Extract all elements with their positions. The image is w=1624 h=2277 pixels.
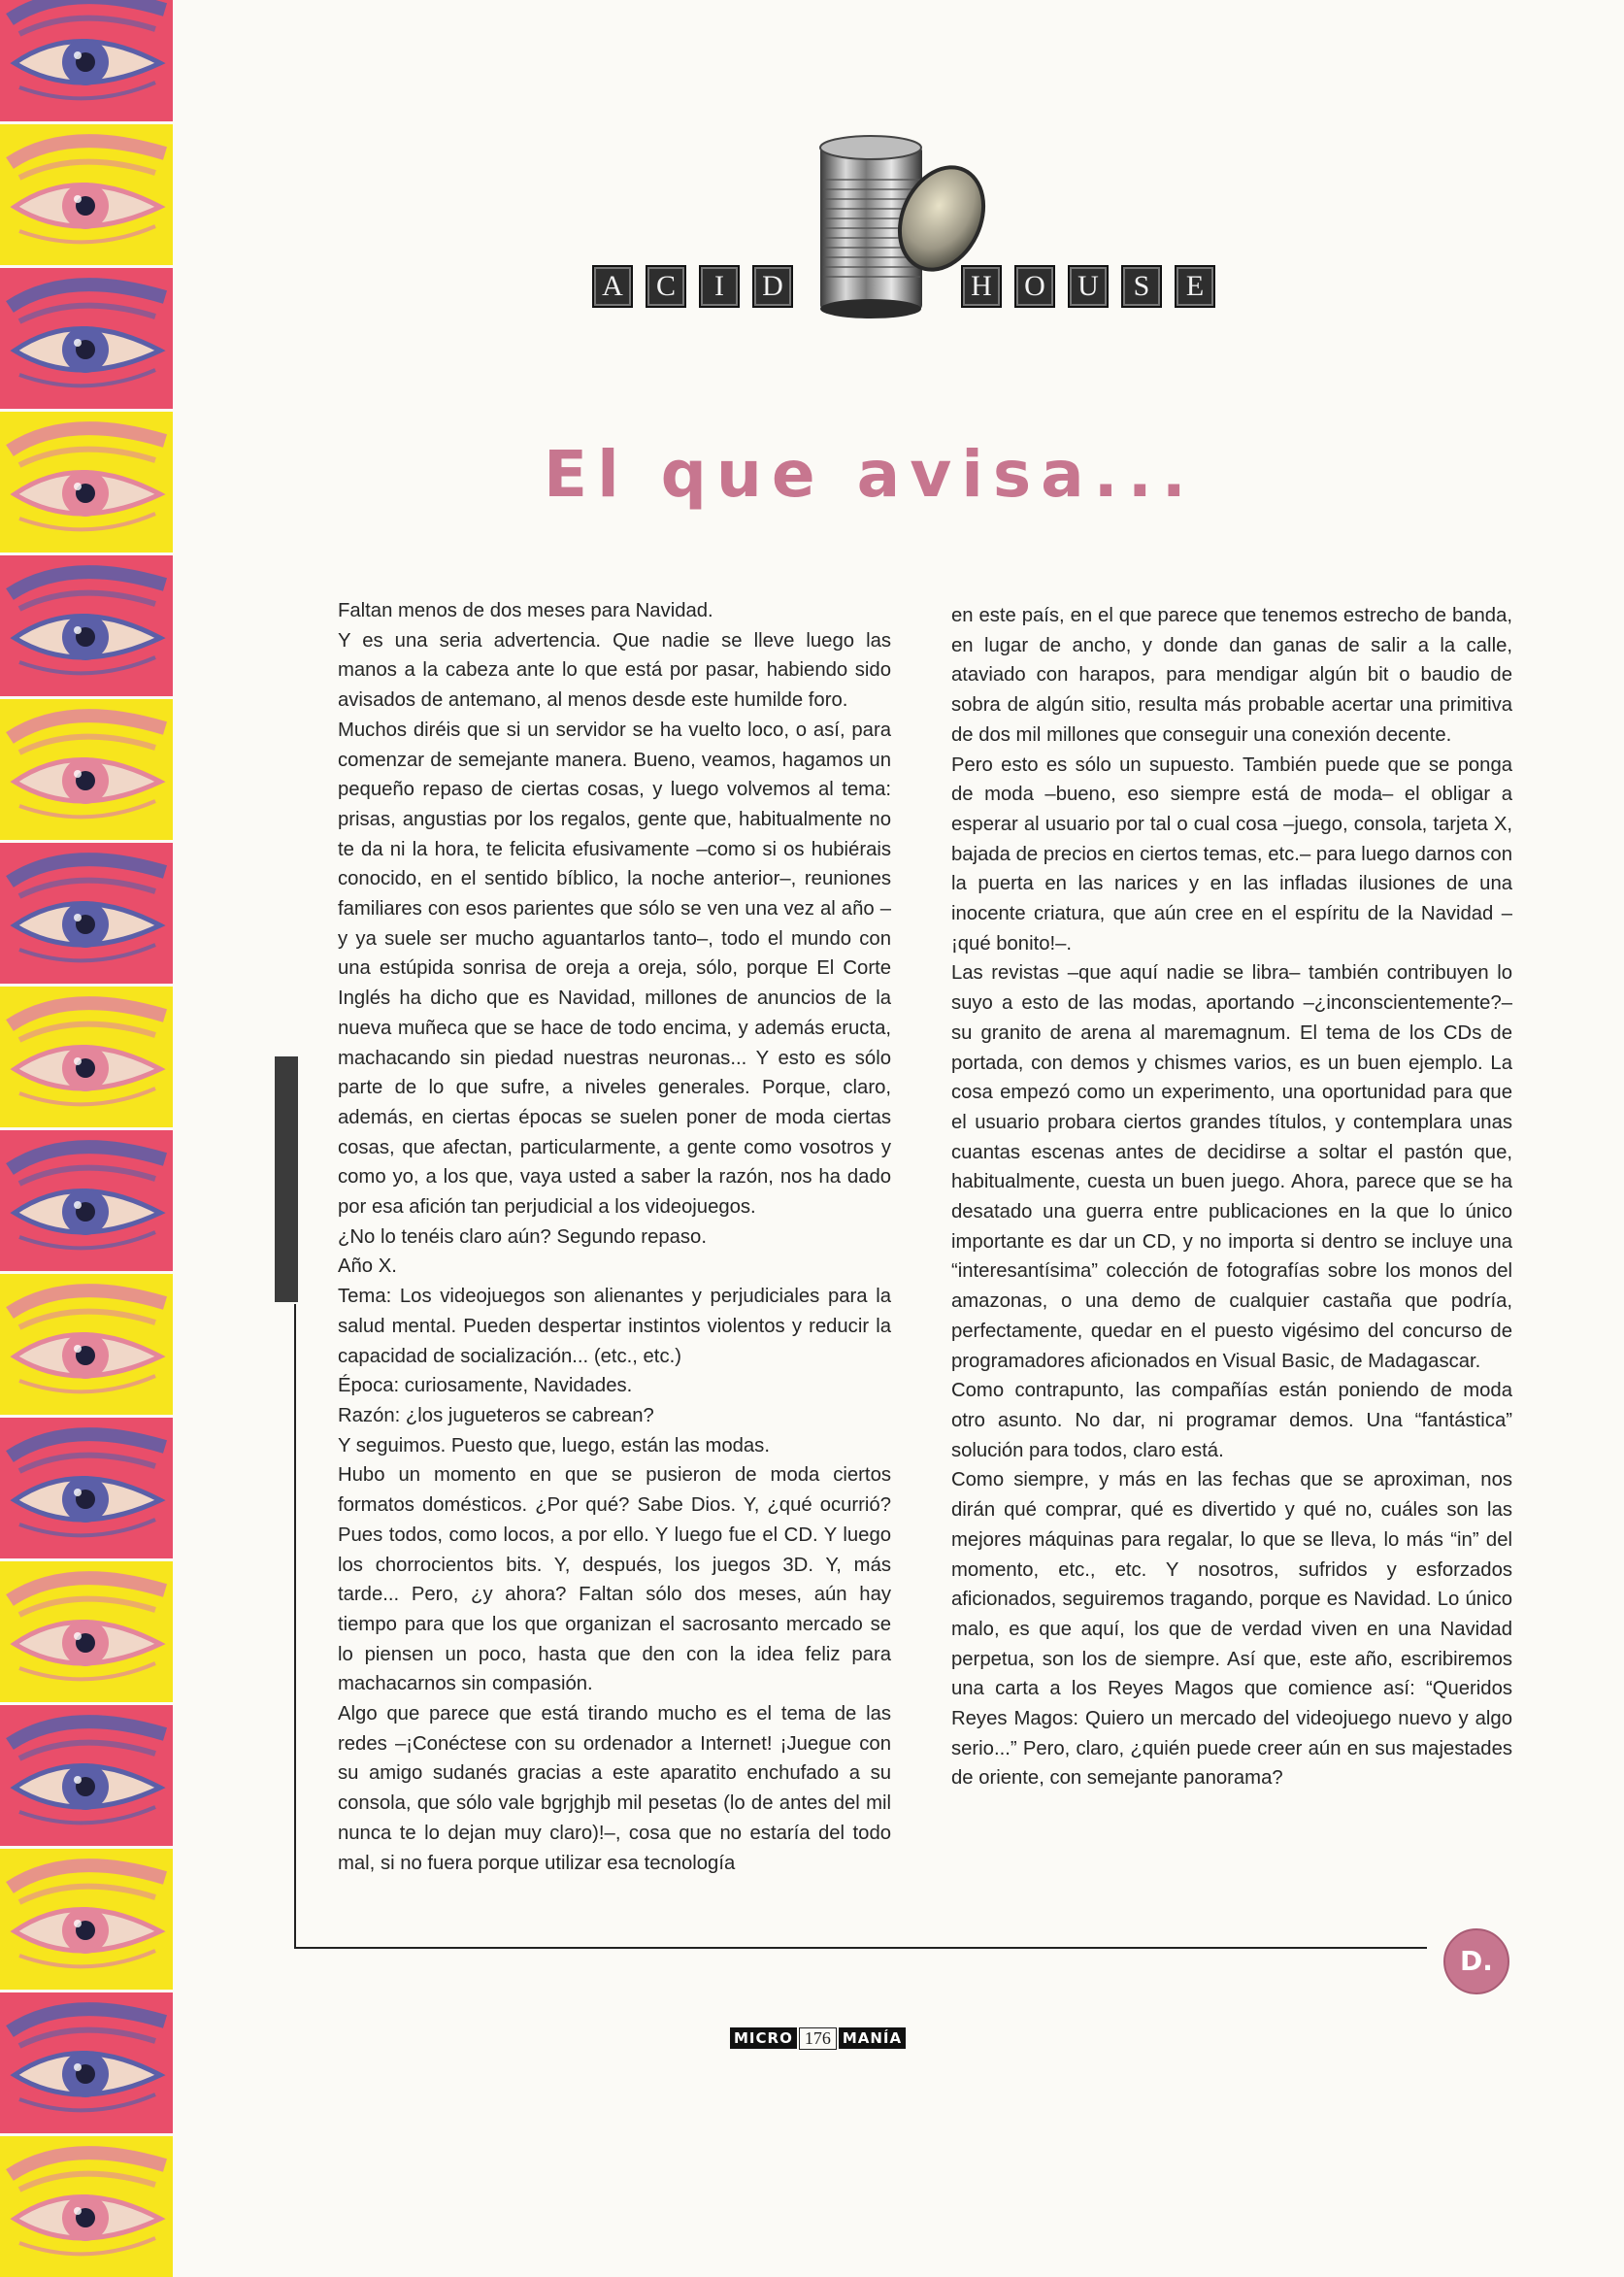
page-number: 176 [799,2027,837,2050]
paragraph: Como siempre, y más en las fechas que se aproximan, nos dirán qué comprar, qué es divertido y qué no, cuáles son las mejores máquinas para regalar, lo que se lleva, lo más “in” del momento, etc., etc. Y nosotros, sufridos y esforzados aficionados, seguiremos tragando, porque es Navidad. Lo único malo, es que aquí, los que de verdad viven en una Navidad perpetua, son los de siempre. Así que, este año, escribiremos una carta a los Reyes Magos que comience así: “Queridos Reyes Magos: Quiero un mercado del videojuego nuevo y algo serio...” Pero, claro, ¿quién puede creer aún en sus majestades de oriente, con semejante panorama? [951,1469,1512,1790]
eye-tile [0,1561,173,1702]
header-letter: A [594,267,631,306]
page-footer [730,2026,906,2051]
paragraph: Algo que parece que está tirando mucho es el tema de las redes –¡Conéctese con su ordenador a Internet! ¡Juegue con su amigo sudanés gracias a este aparatito enchufado a su consola, que sólo vale bgrjghjb mil pesetas (lo de antes del mil nunca te lo dejan muy claro)!–, cosa que no estaría del todo mal, si no fuera porque utilizar esa tecnología [338,1703,891,1874]
header-letter: U [1070,267,1107,306]
eye-tile [0,268,173,409]
decorative-bar [275,1056,298,1302]
eye-icon [0,987,173,1127]
eye-tile [0,1992,173,2133]
eye-icon [0,2136,173,2277]
eye-tile [0,2136,173,2277]
eye-icon [0,1992,173,2133]
paragraph: Hubo un momento en que se pusieron de moda ciertos formatos domésticos. ¿Por qué? Sabe Dios. Y, ¿qué ocurrió? Pues todos, como locos, a por ello. Y luego fue el CD. Y luego los chorrocientos bits. Y, después, los juegos 3D. Y, más tarde... Pero, ¿y ahora? Faltan sólo dos meses, aún hay tiempo para que los que organizan el sacrosanto mercado se lo piensen un poco, hasta que den con la idea feliz para machacarnos sin compasión. [338,1464,891,1695]
eye-tile [0,412,173,553]
header-letter: S [1123,267,1160,306]
eye-tile [0,1418,173,1558]
paragraph: Como contrapunto, las compañías están poniendo de moda otro asunto. No dar, ni programar demos. Una “fantástica” solución para todos, claro está. [951,1380,1512,1461]
eye-tile [0,1849,173,1990]
eye-tile [0,699,173,840]
paragraph: Faltan menos de dos meses para Navidad. [338,600,713,621]
right-column [951,601,1512,1793]
paragraph: Época: curiosamente, Navidades. [338,1375,633,1397]
paragraph: Y seguimos. Puesto que, luego, están las modas. [338,1434,770,1457]
frame-line [294,1304,296,1947]
footer-logo-micro: MICRO [730,2027,797,2049]
eye-tile [0,1705,173,1846]
paragraph: Año X. [338,1256,397,1278]
eye-icon [0,1418,173,1558]
footer-logo-mania: MANÍA [839,2027,906,2049]
header-letter: C [647,267,684,306]
eye-tile [0,1130,173,1271]
eye-icon [0,1849,173,1990]
eye-icon [0,0,173,121]
paragraph: en este país, en el que parece que tenemos estrecho de banda, en lugar de ancho, y donde dan ganas de salir a la calle, ataviado con harapos, para mendigar algún bit o baudio de sobra de algún sitio, resulta más probable acertar una primitiva de dos mil millones que conseguir una conexión decente. [951,605,1512,746]
acid-house-header [582,126,1252,340]
header-letter: I [701,267,738,306]
eye-icon [0,1130,173,1271]
header-letter: O [1016,267,1053,306]
header-letter: D [754,267,791,306]
eye-icon [0,699,173,840]
eye-icon [0,843,173,984]
eye-icon [0,412,173,553]
header-letter: H [963,267,1000,306]
paragraph: Pero esto es sólo un supuesto. También puede que se ponga de moda –bueno, eso siempre está de moda– el obligar a esperar al usuario por tal o cual cosa –juego, consola, tarjeta X, bajada de precios en ciertos temas, etc.– para luego darnos con la puerta en las narices y en las infladas ilusiones de una inocente criatura, que aún cree en el espíritu de la Navidad –¡qué bonito!–. [951,753,1512,954]
eye-icon [0,1561,173,1702]
frame-line [294,1947,1427,1949]
eye-tile [0,0,173,121]
eye-tile [0,987,173,1127]
header-letter: E [1177,267,1213,306]
paragraph: Las revistas –que aquí nadie se libra– también contribuyen lo suyo a esto de las modas, aportando –¿inconscientemente?– su granito de arena al maremagnum. El tema de los CDs de portada, con demos y chismes varios, es un buen ejemplo. La cosa empezó como un experimento, una oportunidad para que el usuario probara ciertos grandes títulos, y contemplara unas cuantas escenas antes de decidirse a soltar el pastón que, habitualmente, cuesta un buen juego. Ahora, parece que se ha desatado una guerra entre publicaciones en la que lo único importante es dar un CD, y no importa si dentro se incluye una “interesantísima” colección de fotografías sobre los monos del amazonas, o una demo de cualquier castaña que podría, perfectamente, quedar en el puesto vigésimo del concurso de programadores aficionados en Visual Basic, de Madagascar. [951,962,1512,1372]
left-column [338,596,891,1878]
eye-icon [0,1705,173,1846]
decorative-eye-strip [0,0,173,2097]
eye-tile [0,1274,173,1415]
author-signature-badge: D. [1443,1928,1509,1994]
eye-icon [0,124,173,265]
paragraph: ¿No lo tenéis claro aún? Segundo repaso. [338,1225,707,1248]
eye-icon [0,555,173,696]
eye-icon [0,268,173,409]
paragraph: Y es una seria advertencia. Que nadie se lleve luego las manos a la cabeza ante lo que está por pasar, habiendo sido avisados de antemano, al menos desde este humilde foro. [338,629,891,712]
article-title: El que avisa... [544,437,1196,512]
paragraph: Muchos diréis que si un servidor se ha vuelto loco, o así, para comenzar de semejante manera. Bueno, veamos, hagamos un pequeño repaso de ciertas cosas, y luego volvemos al tema: prisas, angustias por los regalos, gente que, habitualmente no te da ni la hora, te felicita efusivamente –como si os hubiérais conocido, en el sentido bíblico, la noche anterior–, reuniones familiares con esos parientes que sólo se ven una vez al año –y ya suele ser mucho aguantarlos tanto–, todo el mundo con una estúpida sonrisa de oreja a oreja, sólo, porque El Corte Inglés ha dicho que es Navidad, millones de anuncios de la nueva muñeca que se hace de todo encima, y además eructa, machacando sin piedad nuestras neuronas... Y esto es sólo parte de lo que sufre, a niveles generales. Porque, claro, además, en ciertas épocas se suelen poner de moda ciertas cosas, que afectan, particularmente, a gente como vosotros y como yo, a los que, vaya usted a saber la razón, nos ha dado por esa afición tan perjudicial a los videojuegos. [338,719,891,1219]
eye-tile [0,843,173,984]
paragraph: Razón: ¿los jugueteros se cabrean? [338,1404,654,1426]
paragraph: Tema: Los videojuegos son alienantes y perjudiciales para la salud mental. Pueden despertar instintos violentos y reducir la capacidad de socialización... (etc., etc.) [338,1286,891,1367]
eye-tile [0,124,173,265]
eye-icon [0,1274,173,1415]
eye-tile [0,555,173,696]
